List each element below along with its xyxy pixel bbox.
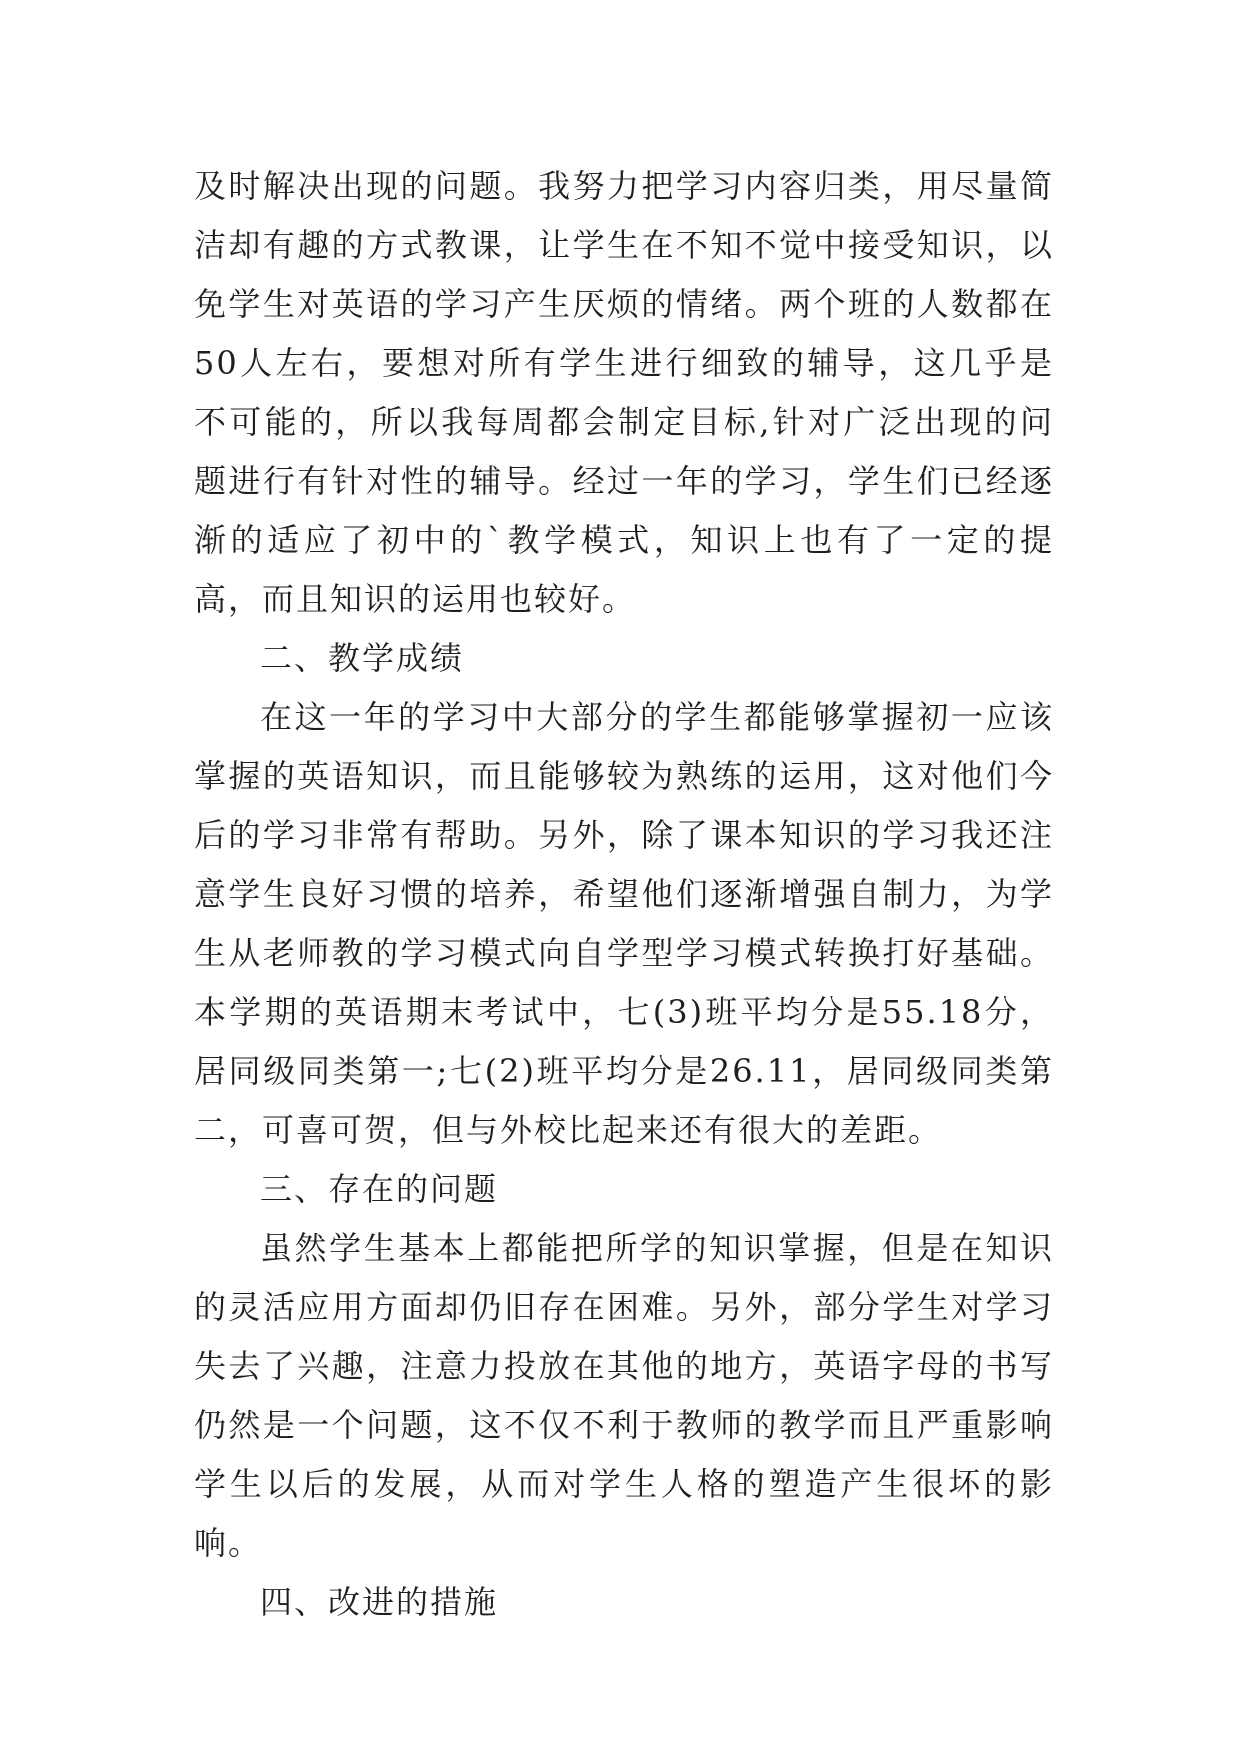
section-heading-improvement-measures: 四、改进的措施 [260, 1583, 499, 1621]
document-body [194, 157, 1054, 1632]
paragraph-existing-problems: 虽然学生基本上都能把所学的知识掌握，但是在知识的灵活应用方面却仍旧存在困难。另外，部分学生对学习失去了兴趣，注意力投放在其他的地方，英语字母的书写仍然是一个问题，这不仅不利于教师的教学而且严重影响学生以后的发展，从而对学生人格的塑造产生很坏的影响。 [194, 1229, 1054, 1562]
section-heading-existing-problems: 三、存在的问题 [260, 1170, 499, 1208]
paragraph-continuation: 及时解决出现的问题。我努力把学习内容归类，用尽量简洁却有趣的方式教课，让学生在不知不觉中接受知识，以免学生对英语的学习产生厌烦的情绪。两个班的人数都在50人左右，要想对所有学生进行细致的辅导，这几乎是不可能的，所以我每周都会制定目标,针对广泛出现的问题进行有针对性的辅导。经过一年的学习，学生们已经逐渐的适应了初中的`教学模式，知识上也有了一定的提高，而且知识的运用也较好。 [194, 167, 1054, 618]
paragraph-teaching-results: 在这一年的学习中大部分的学生都能够掌握初一应该掌握的英语知识，而且能够较为熟练的运用，这对他们今后的学习非常有帮助。另外，除了课本知识的学习我还注意学生良好习惯的培养，希望他们逐渐增强自制力，为学生从老师教的学习模式向自学型学习模式转换打好基础。本学期的英语期末考试中，七(3)班平均分是55.18分，居同级同类第一;七(2)班平均分是26.11，居同级同类第二，可喜可贺，但与外校比起来还有很大的差距。 [194, 698, 1054, 1149]
section-heading-teaching-results: 二、教学成绩 [260, 639, 465, 677]
